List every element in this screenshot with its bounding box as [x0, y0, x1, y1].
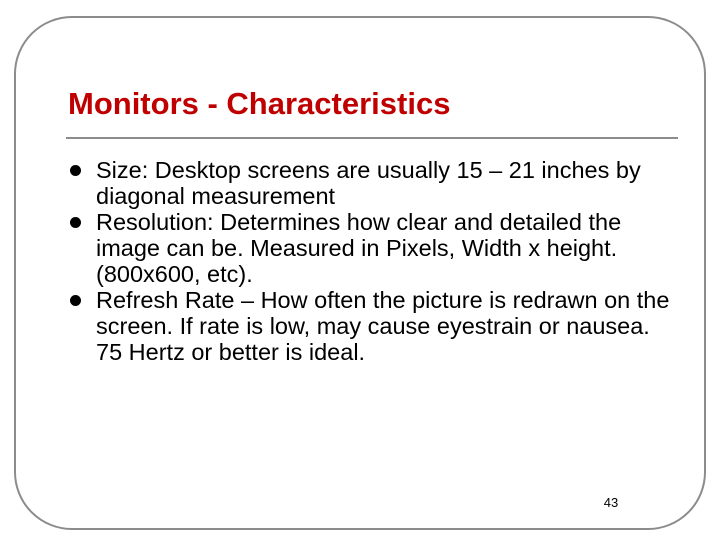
bullet-item: [66, 157, 676, 209]
slide-title: Monitors - Characteristics: [68, 86, 451, 121]
bullet-list: [66, 157, 676, 365]
bullet-text-refresh-rate: Refresh Rate – How often the picture is redrawn on the screen. If rate is low, may cause eyestrain or nausea. 75 Hertz or better is ideal.: [96, 287, 670, 365]
page-number: 43: [603, 495, 619, 510]
bullet-item: [66, 209, 676, 287]
bullet-text-size: Size: Desktop screens are usually 15 – 21 inches by diagonal measurement: [96, 157, 641, 209]
bullet-text-resolution: Resolution: Determines how clear and detailed the image can be. Measured in Pixels, Width x height. (800x600, etc).: [96, 209, 622, 287]
bullet-dot-icon: [70, 217, 81, 228]
bullet-dot-icon: [70, 165, 81, 176]
bullet-item: [66, 287, 676, 365]
bullet-dot-icon: [70, 295, 81, 306]
title-divider: [66, 137, 678, 139]
